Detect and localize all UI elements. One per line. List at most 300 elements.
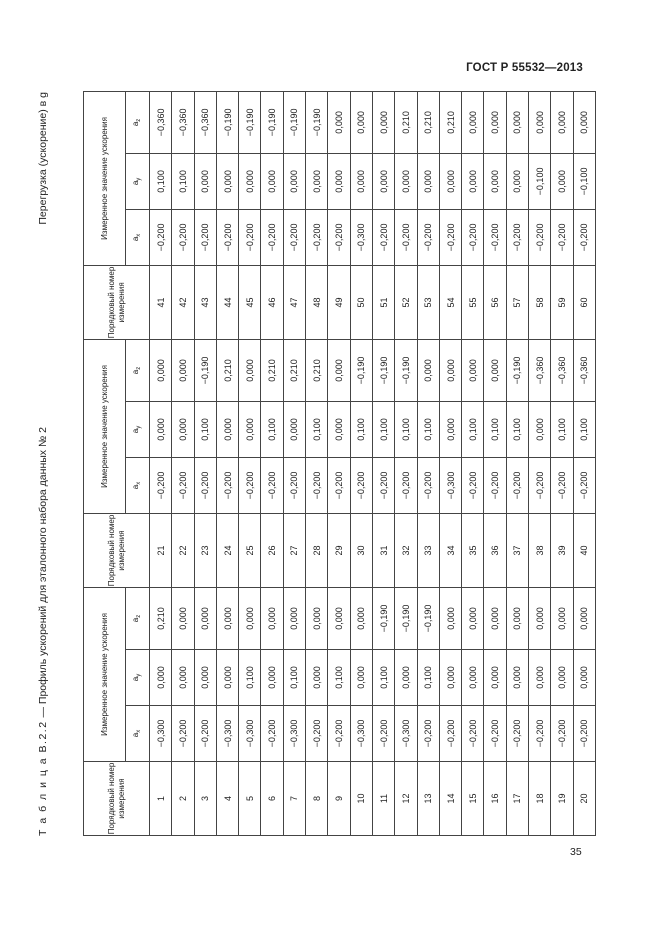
acceleration-cell: −0,200 xyxy=(328,209,350,265)
acceleration-cell: −0,200 xyxy=(239,457,261,513)
acceleration-cell: −0,190 xyxy=(506,339,528,401)
acceleration-profile-table xyxy=(83,91,596,836)
acceleration-cell: −0,300 xyxy=(395,706,417,762)
measurement-index-cell: 57 xyxy=(506,265,528,339)
az-letter: a xyxy=(131,617,140,623)
acceleration-cell: −0,200 xyxy=(372,209,394,265)
acceleration-cell: −0,190 xyxy=(372,587,394,649)
table-row xyxy=(261,91,283,835)
acceleration-cell: 0,000 xyxy=(261,153,283,209)
acceleration-cell: 0,000 xyxy=(462,91,484,153)
acceleration-cell: −0,200 xyxy=(261,457,283,513)
ax-index: x xyxy=(136,481,142,485)
acceleration-cell: 0,100 xyxy=(506,401,528,457)
acceleration-cell: 0,000 xyxy=(462,650,484,706)
measurement-index-cell: 14 xyxy=(439,762,461,836)
acceleration-cell: 0,000 xyxy=(484,339,506,401)
acceleration-cell: −0,200 xyxy=(484,706,506,762)
table-subheader-row xyxy=(126,91,150,835)
acceleration-cell: 0,000 xyxy=(150,401,172,457)
acceleration-cell: 0,100 xyxy=(350,401,372,457)
table-row xyxy=(529,91,551,835)
acceleration-cell: 0,000 xyxy=(239,587,261,649)
acceleration-cell: 0,000 xyxy=(194,587,216,649)
acceleration-cell: −0,200 xyxy=(306,457,328,513)
acceleration-cell: 0,100 xyxy=(573,401,595,457)
az-index: z xyxy=(136,614,142,618)
measurement-index-cell: 1 xyxy=(150,762,172,836)
acceleration-cell: 0,100 xyxy=(194,401,216,457)
acceleration-cell: −0,200 xyxy=(529,706,551,762)
acceleration-cell: −0,200 xyxy=(417,706,439,762)
acceleration-cell: 0,000 xyxy=(573,650,595,706)
acceleration-cell: 0,000 xyxy=(395,650,417,706)
ax-index: x xyxy=(136,729,142,733)
acceleration-cell: 0,000 xyxy=(529,91,551,153)
acceleration-cell: −0,200 xyxy=(484,209,506,265)
acceleration-cell: −0,200 xyxy=(529,457,551,513)
table-row xyxy=(506,91,528,835)
acceleration-cell: 0,210 xyxy=(216,339,238,401)
measurement-index-cell: 50 xyxy=(350,265,372,339)
acceleration-cell: −0,100 xyxy=(529,153,551,209)
table-row xyxy=(150,91,172,835)
measurement-index-cell: 33 xyxy=(417,513,439,587)
measurement-index-cell: 47 xyxy=(283,265,305,339)
acceleration-cell: −0,300 xyxy=(239,706,261,762)
acceleration-cell: −0,300 xyxy=(350,706,372,762)
sub-ay-header xyxy=(126,650,150,706)
measurement-index-cell: 4 xyxy=(216,762,238,836)
measurement-index-cell: 54 xyxy=(439,265,461,339)
acceleration-cell: −0,200 xyxy=(216,209,238,265)
measurement-index-cell: 49 xyxy=(328,265,350,339)
acceleration-cell: −0,190 xyxy=(350,339,372,401)
measurement-index-cell: 25 xyxy=(239,513,261,587)
acceleration-cell: 0,000 xyxy=(350,153,372,209)
acceleration-cell: −0,200 xyxy=(194,706,216,762)
acceleration-cell: −0,190 xyxy=(372,339,394,401)
acceleration-cell: −0,190 xyxy=(283,91,305,153)
measurement-index-cell: 32 xyxy=(395,513,417,587)
acceleration-cell: 0,000 xyxy=(573,91,595,153)
acceleration-cell: −0,360 xyxy=(194,91,216,153)
acceleration-cell: 0,000 xyxy=(216,401,238,457)
acceleration-cell: −0,200 xyxy=(506,209,528,265)
acceleration-cell: 0,000 xyxy=(194,650,216,706)
acceleration-cell: 0,000 xyxy=(261,650,283,706)
acceleration-cell: −0,200 xyxy=(306,209,328,265)
measurement-index-cell: 59 xyxy=(551,265,573,339)
acceleration-cell: 0,000 xyxy=(529,401,551,457)
acceleration-cell: −0,200 xyxy=(172,457,194,513)
col-measured-header: Измеренное значение ускорения xyxy=(84,339,126,513)
acceleration-cell: 0,210 xyxy=(283,339,305,401)
table-row xyxy=(172,91,194,835)
units-note: Перегрузка (ускорение) в g xyxy=(37,92,49,225)
acceleration-cell: −0,200 xyxy=(372,457,394,513)
measurement-index-cell: 43 xyxy=(194,265,216,339)
acceleration-cell: 0,000 xyxy=(216,650,238,706)
acceleration-cell: −0,200 xyxy=(283,457,305,513)
acceleration-cell: 0,000 xyxy=(551,153,573,209)
table-row xyxy=(216,91,238,835)
acceleration-cell: 0,000 xyxy=(172,650,194,706)
acceleration-cell: −0,200 xyxy=(261,209,283,265)
table-caption xyxy=(37,427,49,836)
acceleration-cell: −0,200 xyxy=(417,457,439,513)
sub-ax-header xyxy=(126,209,150,265)
acceleration-cell: 0,000 xyxy=(529,587,551,649)
sub-ay-header xyxy=(126,401,150,457)
acceleration-cell: 0,000 xyxy=(529,650,551,706)
measurement-index-cell: 40 xyxy=(573,513,595,587)
acceleration-cell: −0,190 xyxy=(261,91,283,153)
table-row xyxy=(462,91,484,835)
table-row xyxy=(194,91,216,835)
measurement-index-cell: 11 xyxy=(372,762,394,836)
acceleration-cell: 0,100 xyxy=(172,153,194,209)
acceleration-cell: 0,000 xyxy=(484,650,506,706)
acceleration-cell: 0,000 xyxy=(283,153,305,209)
measurement-index-cell: 41 xyxy=(150,265,172,339)
acceleration-cell: −0,200 xyxy=(172,706,194,762)
az-letter: a xyxy=(131,369,140,375)
acceleration-cell: 0,000 xyxy=(439,650,461,706)
table-caption-title: — Профиль ускорений для эталонного набора данных № 2 xyxy=(37,427,49,721)
ay-letter: a xyxy=(131,428,140,434)
table-row xyxy=(573,91,595,835)
table-row xyxy=(283,91,305,835)
col-measured-header: Измеренное значение ускорения xyxy=(84,587,126,761)
table-row xyxy=(439,91,461,835)
acceleration-cell: 0,210 xyxy=(261,339,283,401)
measurement-index-cell: 2 xyxy=(172,762,194,836)
measurement-index-cell: 31 xyxy=(372,513,394,587)
acceleration-cell: 0,000 xyxy=(216,587,238,649)
acceleration-cell: 0,000 xyxy=(506,153,528,209)
acceleration-cell: 0,000 xyxy=(551,91,573,153)
measurement-index-cell: 27 xyxy=(283,513,305,587)
measurement-index-cell: 56 xyxy=(484,265,506,339)
acceleration-cell: 0,000 xyxy=(462,587,484,649)
acceleration-cell: −0,200 xyxy=(462,209,484,265)
measurement-index-cell: 34 xyxy=(439,513,461,587)
acceleration-cell: 0,000 xyxy=(350,587,372,649)
acceleration-cell: 0,000 xyxy=(506,91,528,153)
acceleration-cell: −0,200 xyxy=(350,457,372,513)
page-number: 35 xyxy=(570,846,582,858)
table-row xyxy=(551,91,573,835)
acceleration-cell: 0,000 xyxy=(283,587,305,649)
measurement-index-cell: 3 xyxy=(194,762,216,836)
table-body xyxy=(150,91,596,835)
acceleration-cell: −0,360 xyxy=(529,339,551,401)
acceleration-cell: −0,200 xyxy=(239,209,261,265)
acceleration-cell: 0,000 xyxy=(439,401,461,457)
table-row xyxy=(350,91,372,835)
acceleration-cell: 0,100 xyxy=(283,650,305,706)
acceleration-cell: −0,190 xyxy=(216,91,238,153)
acceleration-cell: 0,000 xyxy=(150,339,172,401)
col-index-header: Порядковый номер измерения xyxy=(84,513,150,587)
measurement-index-cell: 60 xyxy=(573,265,595,339)
acceleration-cell: 0,000 xyxy=(350,650,372,706)
measurement-index-cell: 21 xyxy=(150,513,172,587)
acceleration-cell: −0,360 xyxy=(573,339,595,401)
table-row xyxy=(306,91,328,835)
acceleration-cell: −0,200 xyxy=(439,706,461,762)
measurement-index-cell: 38 xyxy=(529,513,551,587)
table-header-row xyxy=(84,91,126,835)
measurement-index-cell: 58 xyxy=(529,265,551,339)
acceleration-cell: −0,200 xyxy=(551,457,573,513)
acceleration-cell: −0,200 xyxy=(328,706,350,762)
acceleration-cell: −0,300 xyxy=(150,706,172,762)
ax-letter: a xyxy=(131,732,140,738)
acceleration-cell: −0,190 xyxy=(395,587,417,649)
sub-az-header xyxy=(126,91,150,153)
acceleration-cell: −0,200 xyxy=(372,706,394,762)
acceleration-cell: −0,300 xyxy=(350,209,372,265)
acceleration-cell: 0,000 xyxy=(573,587,595,649)
table-row xyxy=(328,91,350,835)
ay-letter: a xyxy=(131,180,140,186)
acceleration-cell: −0,200 xyxy=(551,706,573,762)
acceleration-cell: 0,000 xyxy=(172,587,194,649)
acceleration-cell: 0,000 xyxy=(395,153,417,209)
acceleration-cell: −0,200 xyxy=(506,457,528,513)
measurement-index-cell: 10 xyxy=(350,762,372,836)
az-letter: a xyxy=(131,121,140,127)
acceleration-cell: −0,360 xyxy=(172,91,194,153)
acceleration-cell: 0,000 xyxy=(372,91,394,153)
col-index-header: Порядковый номер измерения xyxy=(84,762,150,836)
acceleration-cell: 0,000 xyxy=(484,587,506,649)
acceleration-cell: 0,000 xyxy=(439,339,461,401)
measurement-index-cell: 29 xyxy=(328,513,350,587)
measurement-index-cell: 13 xyxy=(417,762,439,836)
acceleration-cell: 0,000 xyxy=(150,650,172,706)
acceleration-cell: −0,200 xyxy=(150,209,172,265)
acceleration-cell: 0,000 xyxy=(417,153,439,209)
table-row xyxy=(484,91,506,835)
acceleration-cell: 0,000 xyxy=(328,587,350,649)
measurement-index-cell: 53 xyxy=(417,265,439,339)
acceleration-cell: −0,200 xyxy=(306,706,328,762)
acceleration-cell: 0,000 xyxy=(172,401,194,457)
acceleration-cell: 0,000 xyxy=(306,587,328,649)
acceleration-cell: 0,000 xyxy=(462,339,484,401)
measurement-index-cell: 39 xyxy=(551,513,573,587)
acceleration-cell: −0,200 xyxy=(484,457,506,513)
acceleration-cell: 0,000 xyxy=(350,91,372,153)
measurement-index-cell: 23 xyxy=(194,513,216,587)
col-measured-header: Измеренное значение ускорения xyxy=(84,91,126,265)
measurement-index-cell: 19 xyxy=(551,762,573,836)
acceleration-cell: 0,000 xyxy=(506,650,528,706)
measurement-index-cell: 6 xyxy=(261,762,283,836)
ay-index: y xyxy=(136,177,142,181)
acceleration-cell: 0,000 xyxy=(172,339,194,401)
measurement-index-cell: 5 xyxy=(239,762,261,836)
document-code: ГОСТ Р 55532—2013 xyxy=(466,62,583,74)
rotated-table-block xyxy=(37,92,590,836)
acceleration-cell: 0,000 xyxy=(261,587,283,649)
table-row xyxy=(239,91,261,835)
acceleration-cell: −0,190 xyxy=(395,339,417,401)
acceleration-cell: 0,000 xyxy=(417,339,439,401)
ax-letter: a xyxy=(131,484,140,490)
acceleration-cell: 0,000 xyxy=(306,153,328,209)
acceleration-cell: 0,100 xyxy=(417,650,439,706)
acceleration-cell: 0,000 xyxy=(239,401,261,457)
measurement-index-cell: 48 xyxy=(306,265,328,339)
acceleration-cell: −0,200 xyxy=(439,209,461,265)
sub-ay-header xyxy=(126,153,150,209)
measurement-index-cell: 51 xyxy=(372,265,394,339)
acceleration-cell: 0,000 xyxy=(372,153,394,209)
measurement-index-cell: 44 xyxy=(216,265,238,339)
acceleration-cell: −0,300 xyxy=(439,457,461,513)
sub-ax-header xyxy=(126,706,150,762)
measurement-index-cell: 46 xyxy=(261,265,283,339)
measurement-index-cell: 55 xyxy=(462,265,484,339)
acceleration-cell: −0,200 xyxy=(417,209,439,265)
acceleration-cell: 0,210 xyxy=(417,91,439,153)
table-row xyxy=(417,91,439,835)
measurement-index-cell: 24 xyxy=(216,513,238,587)
acceleration-cell: 0,100 xyxy=(239,650,261,706)
acceleration-cell: 0,100 xyxy=(484,401,506,457)
acceleration-cell: 0,210 xyxy=(150,587,172,649)
measurement-index-cell: 17 xyxy=(506,762,528,836)
table-row xyxy=(372,91,394,835)
acceleration-cell: −0,200 xyxy=(462,457,484,513)
acceleration-cell: 0,000 xyxy=(439,153,461,209)
ay-index: y xyxy=(136,425,142,429)
measurement-index-cell: 26 xyxy=(261,513,283,587)
ax-index: x xyxy=(136,233,142,237)
acceleration-cell: 0,000 xyxy=(328,91,350,153)
acceleration-cell: −0,200 xyxy=(462,706,484,762)
acceleration-cell: −0,200 xyxy=(150,457,172,513)
measurement-index-cell: 20 xyxy=(573,762,595,836)
acceleration-cell: 0,000 xyxy=(551,587,573,649)
acceleration-cell: 0,000 xyxy=(551,650,573,706)
measurement-index-cell: 12 xyxy=(395,762,417,836)
acceleration-cell: 0,000 xyxy=(239,339,261,401)
acceleration-cell: 0,000 xyxy=(506,587,528,649)
acceleration-cell: 0,000 xyxy=(484,91,506,153)
measurement-index-cell: 45 xyxy=(239,265,261,339)
acceleration-cell: −0,200 xyxy=(194,209,216,265)
acceleration-cell: 0,100 xyxy=(261,401,283,457)
acceleration-cell: −0,200 xyxy=(328,457,350,513)
sub-az-header xyxy=(126,339,150,401)
acceleration-cell: −0,200 xyxy=(573,706,595,762)
table-caption-label: Т а б л и ц а В.2.2 xyxy=(37,720,49,836)
measurement-index-cell: 35 xyxy=(462,513,484,587)
acceleration-cell: −0,200 xyxy=(283,209,305,265)
acceleration-cell: 0,100 xyxy=(462,401,484,457)
measurement-index-cell: 18 xyxy=(529,762,551,836)
measurement-index-cell: 37 xyxy=(506,513,528,587)
acceleration-cell: 0,000 xyxy=(484,153,506,209)
acceleration-cell: −0,200 xyxy=(551,209,573,265)
acceleration-cell: −0,200 xyxy=(529,209,551,265)
measurement-index-cell: 16 xyxy=(484,762,506,836)
acceleration-cell: −0,190 xyxy=(239,91,261,153)
ay-index: y xyxy=(136,673,142,677)
measurement-index-cell: 36 xyxy=(484,513,506,587)
acceleration-cell: 0,000 xyxy=(216,153,238,209)
table-row xyxy=(395,91,417,835)
measurement-index-cell: 7 xyxy=(283,762,305,836)
acceleration-cell: 0,100 xyxy=(395,401,417,457)
acceleration-cell: 0,000 xyxy=(283,401,305,457)
sub-ax-header xyxy=(126,457,150,513)
acceleration-cell: 0,100 xyxy=(328,650,350,706)
acceleration-cell: −0,200 xyxy=(216,457,238,513)
measurement-index-cell: 15 xyxy=(462,762,484,836)
measurement-index-cell: 30 xyxy=(350,513,372,587)
acceleration-cell: 0,000 xyxy=(328,401,350,457)
acceleration-cell: 0,210 xyxy=(395,91,417,153)
az-index: z xyxy=(136,366,142,370)
acceleration-cell: −0,200 xyxy=(172,209,194,265)
acceleration-cell: 0,000 xyxy=(439,587,461,649)
measurement-index-cell: 9 xyxy=(328,762,350,836)
acceleration-cell: 0,000 xyxy=(306,650,328,706)
acceleration-cell: 0,100 xyxy=(372,401,394,457)
acceleration-cell: −0,300 xyxy=(283,706,305,762)
acceleration-cell: 0,210 xyxy=(439,91,461,153)
measurement-index-cell: 52 xyxy=(395,265,417,339)
acceleration-cell: 0,100 xyxy=(306,401,328,457)
acceleration-cell: 0,000 xyxy=(328,339,350,401)
acceleration-cell: −0,200 xyxy=(194,457,216,513)
measurement-index-cell: 28 xyxy=(306,513,328,587)
acceleration-cell: −0,200 xyxy=(261,706,283,762)
acceleration-cell: 0,000 xyxy=(239,153,261,209)
acceleration-cell: −0,360 xyxy=(150,91,172,153)
measurement-index-cell: 42 xyxy=(172,265,194,339)
acceleration-cell: 0,100 xyxy=(150,153,172,209)
acceleration-cell: −0,200 xyxy=(573,209,595,265)
acceleration-cell: −0,190 xyxy=(306,91,328,153)
acceleration-cell: 0,100 xyxy=(417,401,439,457)
ax-letter: a xyxy=(131,236,140,242)
acceleration-cell: 0,100 xyxy=(551,401,573,457)
acceleration-cell: −0,360 xyxy=(551,339,573,401)
acceleration-cell: −0,200 xyxy=(573,457,595,513)
acceleration-cell: −0,200 xyxy=(395,457,417,513)
acceleration-cell: −0,100 xyxy=(573,153,595,209)
measurement-index-cell: 22 xyxy=(172,513,194,587)
acceleration-cell: 0,000 xyxy=(462,153,484,209)
col-index-header: Порядковый номер измерения xyxy=(84,265,150,339)
measurement-index-cell: 8 xyxy=(306,762,328,836)
acceleration-cell: −0,300 xyxy=(216,706,238,762)
acceleration-cell: −0,190 xyxy=(417,587,439,649)
sub-az-header xyxy=(126,587,150,649)
acceleration-cell: −0,200 xyxy=(395,209,417,265)
az-index: z xyxy=(136,118,142,122)
acceleration-cell: 0,000 xyxy=(328,153,350,209)
acceleration-cell: 0,000 xyxy=(194,153,216,209)
acceleration-cell: 0,100 xyxy=(372,650,394,706)
